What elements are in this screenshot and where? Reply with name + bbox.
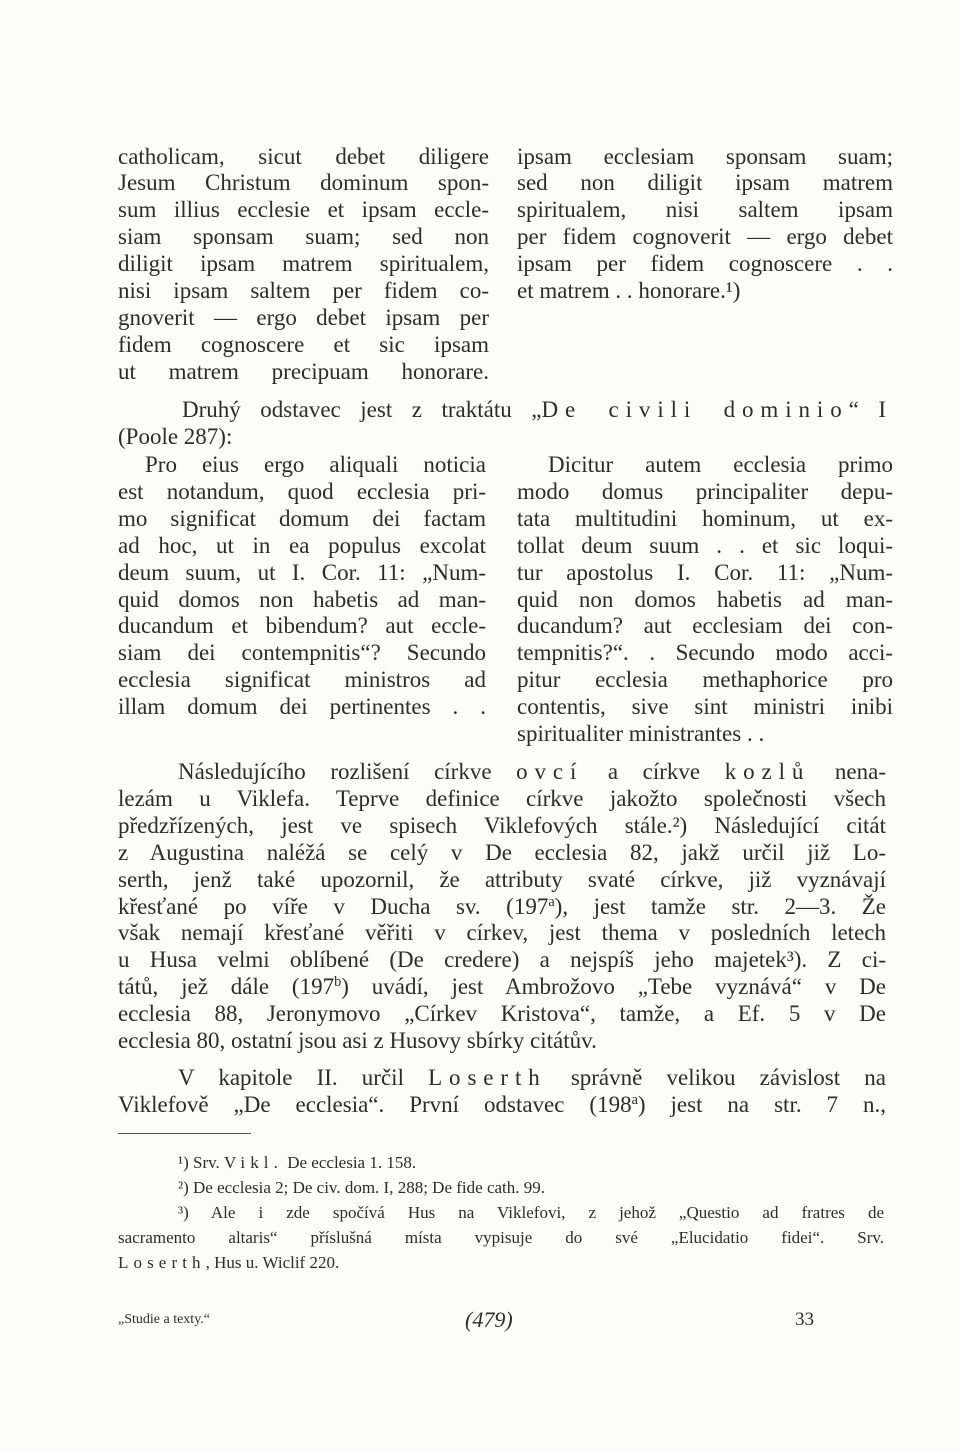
text-line	[118, 332, 489, 359]
superscript: a	[548, 893, 555, 910]
text-run: ducandum? aut ecclesiam dei con-	[517, 613, 893, 639]
text-run: deum suum, ut I. Cor. 11: „Num-	[118, 559, 486, 585]
second-quote-left-column	[118, 452, 486, 721]
text-line	[118, 613, 486, 640]
letter-spaced-text: kozlů	[724, 759, 811, 784]
text-line	[118, 694, 486, 721]
text-run: ) jest na str. 7 n.,	[637, 1091, 886, 1117]
text-run: spiritualem, nisi saltem ipsam	[517, 197, 893, 223]
second-quote-right-column	[517, 452, 893, 748]
text-line	[517, 667, 893, 694]
footer-folio-number: (479)	[465, 1307, 513, 1332]
text-run: a církve	[583, 759, 725, 784]
text-line	[118, 533, 486, 560]
footnote-1	[118, 1150, 884, 1175]
text-run: nisi ipsam saltem per fidem co-	[118, 278, 489, 304]
text-line	[118, 224, 489, 251]
body-paragraph-continued	[118, 1065, 886, 1119]
text-line	[118, 506, 486, 533]
letter-spaced-text: Vikl.	[224, 1153, 283, 1172]
text-run: Jesum Christum dominum spon-	[118, 170, 489, 196]
text-run: Pro eius ergo aliquali noticia	[145, 452, 486, 477]
letter-spaced-text: De civili dominio	[541, 397, 849, 422]
text-line	[517, 694, 893, 721]
text-run: fidem cognoscere et sic ipsam	[118, 331, 489, 357]
text-line	[118, 1001, 886, 1028]
text-run: siam sponsam suam; sed non	[118, 224, 489, 250]
text-run: ) uvádí, jest Ambrožovo „Tebe vyznává“ v De	[341, 974, 886, 1000]
footnote-rule	[118, 1133, 251, 1134]
text-run: správně velikou závislost na	[546, 1065, 886, 1090]
text-line	[118, 1200, 884, 1225]
text-run: z Augustina naléžá se celý v De ecclesia 82, jakž určil již Lo-	[118, 839, 886, 865]
text-line	[118, 667, 486, 694]
text-run: modo domus principaliter depu-	[517, 478, 893, 504]
text-run: est notandum, quod ecclesia pri-	[118, 478, 486, 504]
text-run: tur apostolus I. Cor. 11: „Num-	[517, 559, 893, 585]
text-run: tempnitis?“. . Secundo modo acci-	[517, 640, 893, 666]
text-line	[118, 974, 886, 1001]
text-run: ³) Ale i zde spočívá Hus na Viklefovi, z jehož „Questio ad fratres de	[178, 1203, 884, 1222]
text-line	[118, 452, 486, 479]
text-line	[517, 452, 893, 479]
text-run: ipsam ecclesiam sponsam suam;	[517, 143, 893, 169]
text-line	[118, 1250, 884, 1275]
text-line	[517, 224, 893, 251]
text-run: siam dei contempnitis“? Secundo	[118, 640, 486, 666]
text-line	[118, 587, 486, 614]
text-run: tata multitudini hominum, ut ex-	[517, 505, 893, 531]
text-line	[118, 278, 489, 305]
text-run: Viklefově „De ecclesia“. První odstavec (198	[118, 1091, 632, 1117]
text-run: předzřízených, jest ve spisech Viklefových stále.²) Následující citát	[118, 812, 886, 838]
text-line	[517, 251, 893, 278]
intro-paragraph	[118, 397, 886, 451]
footnotes	[118, 1150, 884, 1275]
text-line	[517, 170, 893, 197]
text-line	[517, 587, 893, 614]
text-run: Druhý odstavec jest z traktátu „	[182, 397, 542, 422]
text-run: mo significat domum dei factam	[118, 505, 486, 531]
text-line	[118, 640, 486, 667]
text-run: per fidem cognoverit — ergo debet	[517, 224, 893, 250]
text-run: tollat deum suum . . et sic loqui-	[517, 532, 893, 558]
text-run: ad hoc, ut in ea populus excolat	[118, 532, 486, 558]
text-run: lezám u Viklefa. Teprve definice církve jakožto společnosti všech	[118, 785, 886, 811]
text-line	[118, 424, 886, 451]
text-run: illam domum dei pertinentes . .	[118, 694, 486, 720]
text-line	[118, 840, 886, 867]
text-run: křesťané po víře v Ducha sv. (197	[118, 893, 549, 919]
text-run: však nemají křesťané věřiti v církev, jest thema v posledních letech	[118, 920, 886, 946]
text-run: quid domos non habetis ad man-	[118, 586, 486, 612]
text-run: serth, jenž také upozornil, že attributy svaté církve, již vyznávají	[118, 866, 886, 892]
text-line	[118, 1065, 886, 1092]
text-line	[517, 197, 893, 224]
footnote-2	[118, 1175, 884, 1200]
text-run: ecclesia significat ministros ad	[118, 667, 486, 693]
text-line	[118, 251, 489, 278]
text-line	[118, 867, 886, 894]
text-run: quid non domos habetis ad man-	[517, 586, 893, 612]
text-run: “ I	[848, 397, 887, 422]
text-line	[118, 479, 486, 506]
text-run: contentis, sive sint ministri inibi	[517, 694, 893, 720]
text-run: V kapitole II. určil	[178, 1065, 429, 1090]
text-run: sacramento altaris“ příslušná místa vypisuje do své „Elucidatio fidei“. Srv.	[118, 1228, 884, 1247]
latin-quote-right-column	[517, 144, 893, 305]
text-run: tátů, jež dále (197	[118, 974, 335, 1000]
text-line	[517, 278, 893, 305]
text-line	[118, 813, 886, 840]
text-run: sed non diligit ipsam matrem	[517, 170, 893, 196]
text-line	[118, 786, 886, 813]
text-run: ducandum et bibendum? aut eccle-	[118, 613, 486, 639]
latin-quote-left-column	[118, 144, 489, 386]
text-line	[118, 1175, 884, 1200]
text-run: Dicitur autem ecclesia primo	[548, 452, 893, 477]
text-line	[118, 894, 886, 921]
text-line	[517, 479, 893, 506]
text-run: ipsam per fidem cognoscere . .	[517, 251, 893, 277]
text-run: diligit ipsam matrem spiritualem,	[118, 251, 489, 277]
letter-spaced-text: Loserth	[428, 1065, 547, 1090]
text-run: ), jest tamže str. 2—3. Že	[554, 893, 886, 919]
text-run: , Hus u. Wiclif 220.	[205, 1253, 340, 1272]
text-run: ²) De ecclesia 2; De civ. dom. I, 288; De fide cath. 99.	[178, 1178, 546, 1197]
text-line	[517, 560, 893, 587]
letter-spaced-text: ovcí	[516, 759, 584, 784]
text-run: catholicam, sicut debet diligere	[118, 143, 489, 169]
text-line	[118, 197, 489, 224]
text-run: ut matrem precipuam honorare.	[118, 358, 489, 384]
text-line	[118, 1092, 886, 1119]
footer-series-title: „Studie a texty.“	[118, 1312, 211, 1327]
superscript: b	[334, 974, 342, 991]
text-line	[517, 640, 893, 667]
text-line	[118, 305, 489, 332]
text-line	[517, 721, 893, 748]
text-run: Následujícího rozlišení církve	[178, 759, 517, 784]
letter-spaced-text: Loserth	[118, 1253, 206, 1272]
text-line	[517, 506, 893, 533]
text-run: (Poole 287):	[118, 423, 233, 449]
text-run: De ecclesia 1. 158.	[282, 1153, 417, 1172]
superscript: a	[631, 1092, 638, 1109]
text-run: pitur ecclesia methaphorice pro	[517, 667, 893, 693]
text-line	[118, 1225, 884, 1250]
text-run: ecclesia 88, Jeronymovo „Církev Kristova“, tamže, a Ef. 5 v De	[118, 1001, 886, 1027]
page-number: 33	[795, 1309, 814, 1330]
text-line	[118, 1150, 884, 1175]
text-run: gnoverit — ergo debet ipsam per	[118, 304, 489, 330]
text-run: u Husa velmi oblíbené (De credere) a nejspíš jeho majetek³). Z ci-	[118, 947, 886, 973]
text-line	[118, 397, 886, 424]
text-line	[118, 1028, 886, 1055]
text-line	[118, 144, 489, 171]
text-line	[118, 359, 489, 386]
text-run: spiritualiter ministrantes . .	[517, 721, 765, 747]
text-line	[118, 560, 486, 587]
text-line	[118, 947, 886, 974]
text-line	[118, 920, 886, 947]
text-run: nena-	[810, 759, 886, 784]
footnote-3	[118, 1200, 884, 1275]
text-run: sum illius ecclesie et ipsam eccle-	[118, 197, 489, 223]
body-paragraph	[118, 759, 886, 1055]
text-line	[118, 759, 886, 786]
text-run: ecclesia 80, ostatní jsou asi z Husovy sbírky citátův.	[118, 1028, 597, 1054]
text-line	[517, 144, 893, 171]
text-line	[118, 170, 489, 197]
text-line	[517, 613, 893, 640]
text-run: ¹) Srv.	[178, 1153, 225, 1172]
text-run: et matrem . . honorare.¹)	[517, 278, 741, 304]
text-line	[517, 533, 893, 560]
